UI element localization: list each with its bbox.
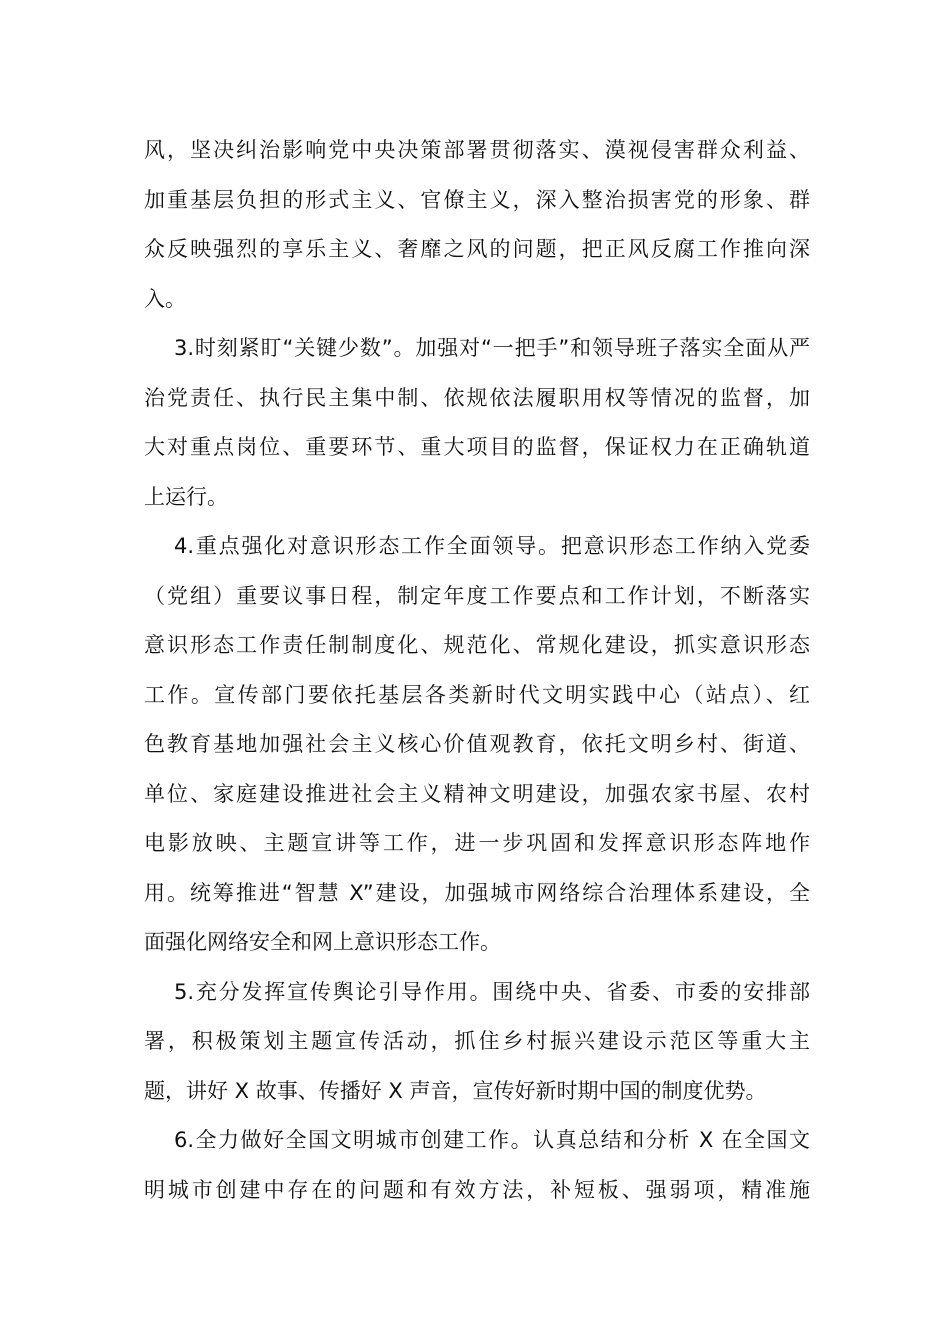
text-line: 入。: [144, 286, 186, 311]
text-line: 署，积极策划主题宣传活动，抓住乡村振兴建设示范区等重大主: [144, 1029, 810, 1053]
paragraph-4-heading-line: 4.重点强化对意识形态工作全面领导。把意识形态工作纳入党委: [174, 534, 810, 558]
text-line: 加重基层负担的形式主义、官僚主义，深入整治损害党的形象、群: [144, 187, 810, 212]
text-line: 工作。宣传部门要依托基层各类新时代文明实践中心（站点）、红: [144, 682, 810, 707]
text-line: 上运行。: [144, 484, 228, 509]
paragraph-6-heading-line: 6.全力做好全国文明城市创建工作。认真总结和分析 X 在全国文: [174, 1128, 810, 1152]
text-line: 电影放映、主题宣讲等工作，进一步巩固和发挥意识形态阵地作: [144, 831, 810, 855]
text-line: 大对重点岗位、重要环节、重大项目的监督，保证权力在正确轨道: [144, 435, 810, 459]
text-line: 色教育基地加强社会主义核心价值观教育，依托文明乡村、街道、: [144, 732, 810, 756]
text-line: 题，讲好 X 故事、传播好 X 声音，宣传好新时期中国的制度优势。: [144, 1078, 767, 1103]
text-line: 意识形态工作责任制制度化、规范化、常规化建设，抓实意识形态: [144, 633, 810, 657]
text-line: 众反映强烈的享乐主义、奢靡之风的问题，把正风反腐工作推向深: [144, 237, 810, 261]
paragraph-5-heading-line: 5.充分发挥宣传舆论引导作用。围绕中央、省委、市委的安排部: [174, 979, 810, 1004]
text-line: 用。统筹推进“智慧 X”建设，加强城市网络综合治理体系建设，全: [144, 880, 810, 905]
text-line: 单位、家庭建设推进社会主义精神文明建设，加强农家书屋、农村: [144, 781, 810, 806]
text-line: 治党责任、执行民主集中制、依规依法履职用权等情况的监督，加: [144, 385, 810, 410]
text-line: （党组）重要议事日程，制定年度工作要点和工作计划，不断落实: [144, 583, 810, 608]
text-line: 明城市创建中存在的问题和有效方法，补短板、强弱项，精准施: [144, 1177, 810, 1202]
paragraph-3-heading-line: 3.时刻紧盯“关键少数”。加强对“一把手”和领导班子落实全面从严: [174, 336, 810, 360]
text-line: 面强化网络安全和网上意识形态工作。: [144, 930, 501, 954]
document-body: [144, 126, 810, 1215]
text-line: 风，坚决纠治影响党中央决策部署贯彻落实、漠视侵害群众利益、: [144, 138, 810, 162]
